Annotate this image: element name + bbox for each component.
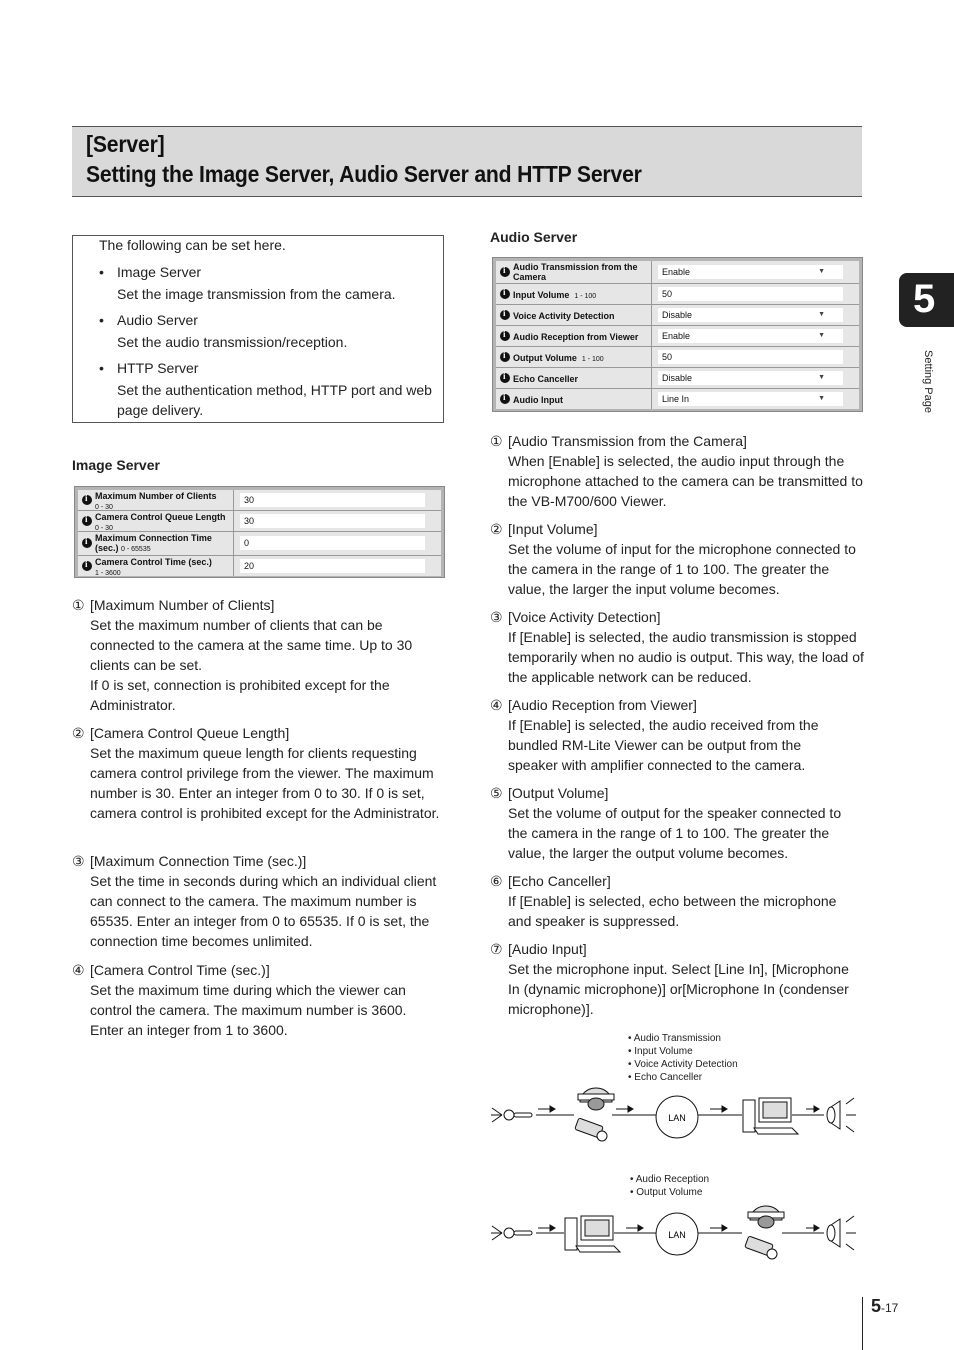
input-volume-input[interactable]: 50 (658, 287, 843, 301)
row-label: Input Volume 1 - 100 (513, 290, 597, 300)
lan-label: LAN (668, 1113, 686, 1123)
intro-item-desc: Set the authentication method, HTTP port and web page delivery. (117, 382, 432, 418)
diagram-transmission (488, 1082, 863, 1148)
computer-icon (743, 1098, 798, 1134)
intro-item-desc: Set the image transmission from the camera. (117, 286, 396, 302)
item-heading: [Camera Control Time (sec.)] (90, 962, 270, 978)
info-icon (82, 561, 92, 571)
arrow-icon (710, 1106, 727, 1112)
item-heading: [Maximum Connection Time (sec.)] (90, 853, 307, 869)
dropdown-arrow-icon: ▼ (818, 311, 825, 318)
info-icon (82, 516, 92, 526)
row-label: Voice Activity Detection (513, 311, 615, 321)
audio-server-row (496, 368, 859, 389)
lan-label: LAN (668, 1230, 686, 1240)
camera-control-time-input[interactable]: 20 (240, 559, 425, 573)
row-label: Echo Canceller (513, 374, 579, 384)
row-label: Audio Transmission from the Camera (513, 262, 638, 282)
item-body: If [Enable] is selected, the audio transmission is stopped temporarily when no audio is output. This way, the load of the applicable network can be reduced. (508, 629, 864, 685)
item-body: If [Enable] is selected, the audio received from the bundled RM-Lite Viewer can be output from the speaker with amplifier connected to the camera. (508, 717, 819, 773)
bullet-icon: • (99, 264, 104, 280)
audio-server-row (496, 261, 859, 284)
info-icon (82, 538, 92, 548)
diagram-reception (488, 1198, 863, 1268)
chapter-tab (899, 273, 954, 327)
image-server-row (78, 490, 441, 511)
item-body: Set the maximum time during which the viewer can control the camera. The maximum number is 3600. Enter an integer from 1 to 3600. (90, 982, 407, 1038)
audio-transmission-select[interactable]: Enable ▼ (658, 265, 843, 279)
header-title-line1: [Server] (86, 131, 165, 157)
audio-server-row (496, 284, 859, 305)
item-heading: [Output Volume] (508, 785, 609, 801)
echo-canceller-select[interactable]: Disable ▼ (658, 371, 843, 385)
microphone-icon (491, 1226, 532, 1240)
arrow-icon (616, 1106, 633, 1112)
dropdown-arrow-icon: ▼ (818, 395, 825, 402)
row-label: Audio Input (513, 395, 563, 405)
item-heading: [Audio Input] (508, 941, 587, 957)
info-icon (500, 352, 510, 362)
computer-icon (565, 1216, 620, 1252)
camera-icon (575, 1088, 614, 1141)
row-label: Maximum Number of Clients 0 - 30 (95, 491, 217, 511)
section-header (72, 126, 862, 197)
image-server-title: Image Server (72, 457, 160, 473)
diagram-bottom-list: • Audio Reception • Output Volume (630, 1174, 710, 1198)
item-heading: [Input Volume] (508, 521, 598, 537)
audio-reception-select[interactable]: Enable ▼ (658, 329, 843, 343)
info-icon (500, 331, 510, 341)
item-body: Set the volume of input for the microphone connected to the camera in the range of 1 to 100. The greater the value, the larger the input volume becomes. (508, 541, 856, 597)
intro-box (72, 235, 444, 423)
item-heading: [Audio Transmission from the Camera] (508, 433, 747, 449)
header-title-line2: Setting the Image Server, Audio Server and HTTP Server (86, 161, 642, 187)
max-clients-input[interactable]: 30 (240, 493, 425, 507)
row-label: Camera Control Time (sec.) 1 - 3600 (95, 557, 212, 577)
item-body: When [Enable] is selected, the audio input through the microphone attached to the camera can be transmitted to the VB-M700/600 Viewer. (508, 453, 863, 509)
microphone-icon (491, 1108, 532, 1122)
max-connection-time-input[interactable]: 0 (240, 536, 425, 550)
intro-item-desc: Set the audio transmission/reception. (117, 334, 348, 350)
arrow-icon (626, 1225, 643, 1231)
page-number: 5-17 (871, 1296, 899, 1316)
info-icon (500, 267, 510, 277)
output-volume-input[interactable]: 50 (658, 350, 843, 364)
audio-server-row (496, 389, 859, 409)
item-body: Set the time in seconds during which an individual client can connect to the camera. The maximum number is 65535. Enter an integer from 0 to 65535. If 0 is set, the connection time becomes unlimited. (90, 873, 437, 949)
speaker-icon (827, 1098, 856, 1132)
intro-item-title: HTTP Server (117, 360, 199, 376)
image-server-row (78, 511, 441, 532)
item-body: Set the maximum number of clients that can be connected to the camera at the same time. Up to 30 clients can be set. If 0 is set, connection is prohibited except for the Administrator. (90, 617, 413, 713)
arrow-icon (538, 1225, 555, 1231)
arrow-icon (806, 1106, 819, 1112)
bullet-icon: • (99, 360, 104, 376)
info-icon (500, 289, 510, 299)
intro-item-title: Audio Server (117, 312, 198, 328)
chapter-side-label: Setting Page (922, 350, 934, 413)
audio-server-row (496, 305, 859, 326)
row-label: Output Volume 1 - 100 (513, 353, 604, 363)
row-label: Camera Control Queue Length 0 - 30 (95, 512, 226, 532)
item-body: Set the volume of output for the speaker connected to the camera in the range of 1 to 100. The greater the value, the larger the output volume becomes. (508, 805, 842, 861)
dropdown-arrow-icon: ▼ (818, 374, 825, 381)
image-server-row (78, 532, 441, 556)
voice-activity-select[interactable]: Disable ▼ (658, 308, 843, 322)
audio-server-row (496, 326, 859, 347)
audio-server-title: Audio Server (490, 229, 578, 245)
queue-length-input[interactable]: 30 (240, 514, 425, 528)
item-heading: [Echo Canceller] (508, 873, 611, 889)
info-icon (500, 394, 510, 404)
arrow-icon (806, 1225, 819, 1231)
row-label: Audio Reception from Viewer (513, 332, 639, 342)
intro-item-title: Image Server (117, 264, 202, 280)
arrow-icon (710, 1225, 727, 1231)
item-body: If [Enable] is selected, echo between the microphone and speaker is suppressed. (508, 893, 837, 929)
info-icon (500, 373, 510, 383)
bullet-icon: • (99, 312, 104, 328)
chapter-number: 5 (913, 277, 936, 321)
camera-icon (745, 1206, 784, 1259)
audio-server-panel (492, 257, 863, 412)
image-server-panel (74, 486, 445, 578)
item-heading: [Audio Reception from Viewer] (508, 697, 697, 713)
intro-lead: The following can be set here. (99, 237, 286, 253)
info-icon (82, 495, 92, 505)
page-number-divider (862, 1297, 863, 1350)
item-heading: [Voice Activity Detection] (508, 609, 661, 625)
audio-server-row (496, 347, 859, 368)
audio-input-select[interactable]: Line In ▼ (658, 392, 843, 406)
row-label: Maximum Connection Time (sec.) 0 - 65535 (95, 533, 212, 553)
item-heading: [Maximum Number of Clients] (90, 597, 275, 613)
dropdown-arrow-icon: ▼ (818, 268, 825, 275)
dropdown-arrow-icon: ▼ (818, 332, 825, 339)
info-icon (500, 310, 510, 320)
arrow-icon (538, 1106, 555, 1112)
item-body: Set the microphone input. Select [Line In], [Microphone In (dynamic microphone)] or[Microphone In (condenser microphone)]. (508, 961, 849, 1017)
diagram-top-list: • Audio Transmission • Input Volume • Voice Activity Detection • Echo Canceller (628, 1033, 738, 1083)
image-server-row (78, 556, 441, 576)
speaker-icon (827, 1216, 856, 1250)
item-body: Set the maximum queue length for clients requesting camera control privilege from the viewer. The maximum number is 30. Enter an integer from 0 to 30. If 0 is set, camera control is prohibited except for the Administrator. (90, 745, 440, 821)
item-heading: [Camera Control Queue Length] (90, 725, 290, 741)
